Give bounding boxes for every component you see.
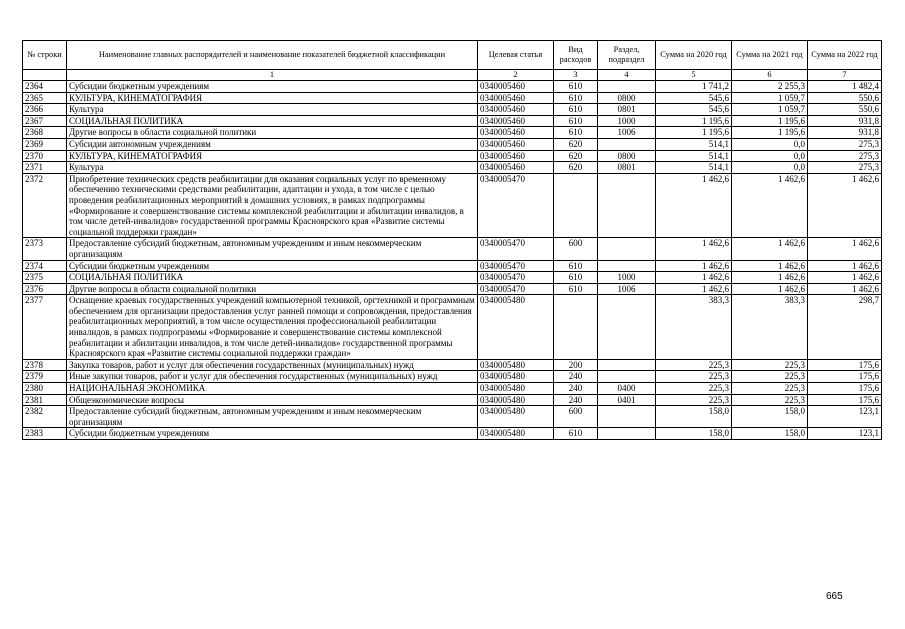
cell-expense-type: 610	[554, 81, 598, 93]
cell-row-no: 2371	[23, 162, 67, 174]
cell-target: 0340005480	[478, 359, 554, 371]
cell-sum-2022: 1 462,6	[808, 283, 882, 295]
cell-target: 0340005460	[478, 104, 554, 116]
table-row	[23, 238, 882, 260]
cell-expense-type: 610	[554, 115, 598, 127]
cell-name: Субсидии бюджетным учреждениям	[67, 428, 478, 440]
cell-sum-2022: 175,6	[808, 383, 882, 395]
cell-expense-type: 610	[554, 283, 598, 295]
cell-sum-2020: 514,1	[656, 138, 732, 150]
cell-sum-2020: 1 462,6	[656, 272, 732, 284]
cell-sum-2021: 1 462,6	[732, 173, 808, 238]
cell-row-no: 2365	[23, 92, 67, 104]
cell-row-no: 2374	[23, 260, 67, 272]
cell-name: Субсидии бюджетным учреждениям	[67, 81, 478, 93]
table-row	[23, 295, 882, 360]
cell-section	[598, 428, 656, 440]
cell-row-no: 2366	[23, 104, 67, 116]
cell-expense-type: 620	[554, 138, 598, 150]
cell-sum-2021: 1 462,6	[732, 238, 808, 260]
page-number: 665	[826, 591, 843, 602]
column-number-row	[23, 70, 882, 81]
cell-target: 0340005460	[478, 81, 554, 93]
cell-sum-2021: 0,0	[732, 150, 808, 162]
cell-expense-type: 610	[554, 104, 598, 116]
cell-sum-2021: 225,3	[732, 371, 808, 383]
cell-sum-2022: 175,6	[808, 359, 882, 371]
cell-row-no: 2370	[23, 150, 67, 162]
cell-name: Предоставление субсидий бюджетным, автономным учреждениям и иным некоммерческим организациям	[67, 406, 478, 428]
table-row	[23, 272, 882, 284]
cell-sum-2022: 275,3	[808, 150, 882, 162]
table-row	[23, 283, 882, 295]
table-row	[23, 115, 882, 127]
cell-sum-2020: 545,6	[656, 92, 732, 104]
cell-sum-2020: 225,3	[656, 383, 732, 395]
table-row	[23, 428, 882, 440]
cell-sum-2020: 514,1	[656, 150, 732, 162]
table-row	[23, 260, 882, 272]
cell-name: Иные закупки товаров, работ и услуг для обеспечения государственных (муниципальных) нужд	[67, 371, 478, 383]
header-sum-2022: Сумма на 2022 год	[808, 41, 882, 70]
cell-name: СОЦИАЛЬНАЯ ПОЛИТИКА	[67, 272, 478, 284]
cell-section	[598, 295, 656, 360]
cell-name: Другие вопросы в области социальной политики	[67, 127, 478, 139]
cell-expense-type: 620	[554, 150, 598, 162]
cell-row-no: 2369	[23, 138, 67, 150]
colnum-sum-2020: 5	[656, 70, 732, 81]
cell-target: 0340005470	[478, 173, 554, 238]
cell-section: 1000	[598, 272, 656, 284]
cell-sum-2021: 1 462,6	[732, 283, 808, 295]
cell-section	[598, 359, 656, 371]
cell-sum-2020: 1 462,6	[656, 173, 732, 238]
cell-target: 0340005480	[478, 428, 554, 440]
header-row	[23, 41, 882, 70]
cell-sum-2020: 1 462,6	[656, 238, 732, 260]
header-sum-2021: Сумма на 2021 год	[732, 41, 808, 70]
cell-expense-type: 610	[554, 127, 598, 139]
colnum-name: 1	[67, 70, 478, 81]
cell-row-no: 2368	[23, 127, 67, 139]
cell-target: 0340005460	[478, 150, 554, 162]
cell-target: 0340005470	[478, 272, 554, 284]
colnum-section: 4	[598, 70, 656, 81]
cell-name: СОЦИАЛЬНАЯ ПОЛИТИКА	[67, 115, 478, 127]
cell-row-no: 2380	[23, 383, 67, 395]
cell-sum-2022: 298,7	[808, 295, 882, 360]
cell-expense-type: 200	[554, 359, 598, 371]
cell-name: Другие вопросы в области социальной политики	[67, 283, 478, 295]
cell-target: 0340005470	[478, 283, 554, 295]
cell-sum-2022: 275,3	[808, 162, 882, 174]
cell-sum-2021: 2 255,3	[732, 81, 808, 93]
cell-target: 0340005460	[478, 115, 554, 127]
cell-sum-2020: 1 741,2	[656, 81, 732, 93]
cell-target: 0340005480	[478, 371, 554, 383]
cell-sum-2021: 158,0	[732, 428, 808, 440]
header-target: Целевая статья	[478, 41, 554, 70]
cell-sum-2022: 123,1	[808, 428, 882, 440]
cell-target: 0340005460	[478, 138, 554, 150]
cell-sum-2022: 1 462,6	[808, 238, 882, 260]
cell-expense-type: 600	[554, 406, 598, 428]
cell-sum-2020: 1 462,6	[656, 283, 732, 295]
table-row	[23, 92, 882, 104]
cell-sum-2021: 383,3	[732, 295, 808, 360]
cell-sum-2022: 931,8	[808, 115, 882, 127]
cell-sum-2021: 1 059,7	[732, 92, 808, 104]
cell-sum-2020: 545,6	[656, 104, 732, 116]
colnum-row-no	[23, 70, 67, 81]
cell-row-no: 2367	[23, 115, 67, 127]
cell-expense-type	[554, 173, 598, 238]
budget-table	[22, 40, 882, 440]
header-expense-type: Вид расходов	[554, 41, 598, 70]
cell-target: 0340005480	[478, 406, 554, 428]
cell-sum-2022: 550,6	[808, 104, 882, 116]
cell-expense-type: 600	[554, 238, 598, 260]
table-row	[23, 394, 882, 406]
cell-expense-type: 240	[554, 371, 598, 383]
cell-sum-2021: 225,3	[732, 383, 808, 395]
header-sum-2020: Сумма на 2020 год	[656, 41, 732, 70]
cell-target: 0340005480	[478, 394, 554, 406]
cell-expense-type: 610	[554, 428, 598, 440]
cell-name: Оснащение краевых государственных учреждений компьютерной техникой, оргтехникой и программным обеспечением для организации предоставления услуг ранней помощи и сопровождения, предоставления реабилитационных мероприятий, в том числе осуществления профессиональной реабилитации инвалидов, в рамках подпрограммы «Формирование и совершенствование системы комплексной реабилитации и абилитации инвалидов, в том числе детей-инвалидов» государственной программы Красноярского края «Развитие системы социальной поддержки граждан»	[67, 295, 478, 360]
cell-section	[598, 260, 656, 272]
header-row-no: № строки	[23, 41, 67, 70]
cell-sum-2022: 275,3	[808, 138, 882, 150]
cell-section: 0800	[598, 92, 656, 104]
cell-sum-2021: 1 462,6	[732, 260, 808, 272]
cell-expense-type: 240	[554, 383, 598, 395]
cell-name: КУЛЬТУРА, КИНЕМАТОГРАФИЯ	[67, 150, 478, 162]
cell-section: 1006	[598, 127, 656, 139]
table-row	[23, 406, 882, 428]
cell-row-no: 2373	[23, 238, 67, 260]
cell-row-no: 2378	[23, 359, 67, 371]
cell-sum-2022: 123,1	[808, 406, 882, 428]
cell-target: 0340005480	[478, 383, 554, 395]
cell-name: Приобретение технических средств реабилитации для оказания социальных услуг по временному обеспечению техническими средствами реабилитации, адаптации и ухода, в том числе с целью проведения реабилитационных мероприятий в домашних условиях, в рамках подпрограммы «Формирование и совершенствование системы комплексной реабилитации и абилитации инвалидов, в том числе детей-инвалидов» государственной программы Красноярского края «Развитие системы социальной поддержки граждан»	[67, 173, 478, 238]
cell-sum-2021: 0,0	[732, 138, 808, 150]
cell-name: Культура	[67, 104, 478, 116]
cell-target: 0340005470	[478, 260, 554, 272]
cell-target: 0340005460	[478, 162, 554, 174]
cell-name: Закупка товаров, работ и услуг для обеспечения государственных (муниципальных) нужд	[67, 359, 478, 371]
table-body	[23, 81, 882, 440]
cell-sum-2020: 225,3	[656, 359, 732, 371]
cell-sum-2020: 1 195,6	[656, 127, 732, 139]
cell-row-no: 2382	[23, 406, 67, 428]
table-row	[23, 127, 882, 139]
header-section: Раздел, подраздел	[598, 41, 656, 70]
colnum-sum-2021: 6	[732, 70, 808, 81]
cell-section	[598, 238, 656, 260]
cell-sum-2020: 1 462,6	[656, 260, 732, 272]
cell-sum-2021: 225,3	[732, 359, 808, 371]
cell-section: 1000	[598, 115, 656, 127]
cell-row-no: 2364	[23, 81, 67, 93]
cell-section	[598, 81, 656, 93]
header-name: Наименование главных распорядителей и наименование показателей бюджетной классификации	[67, 41, 478, 70]
cell-sum-2022: 175,6	[808, 371, 882, 383]
cell-sum-2020: 1 195,6	[656, 115, 732, 127]
cell-name: Субсидии автономным учреждениям	[67, 138, 478, 150]
cell-section	[598, 406, 656, 428]
cell-expense-type: 610	[554, 260, 598, 272]
cell-name: Общеэкономические вопросы	[67, 394, 478, 406]
cell-sum-2021: 1 195,6	[732, 127, 808, 139]
table-row	[23, 371, 882, 383]
table-row	[23, 359, 882, 371]
cell-expense-type: 610	[554, 272, 598, 284]
table-row	[23, 138, 882, 150]
cell-sum-2020: 158,0	[656, 428, 732, 440]
cell-sum-2020: 225,3	[656, 371, 732, 383]
cell-expense-type: 610	[554, 92, 598, 104]
cell-sum-2021: 1 059,7	[732, 104, 808, 116]
cell-sum-2021: 158,0	[732, 406, 808, 428]
cell-section: 0401	[598, 394, 656, 406]
cell-row-no: 2376	[23, 283, 67, 295]
colnum-expense-type: 3	[554, 70, 598, 81]
cell-section: 0801	[598, 162, 656, 174]
cell-sum-2021: 1 462,6	[732, 272, 808, 284]
cell-section: 0801	[598, 104, 656, 116]
cell-sum-2020: 225,3	[656, 394, 732, 406]
cell-row-no: 2372	[23, 173, 67, 238]
table-row	[23, 81, 882, 93]
cell-sum-2022: 1 462,6	[808, 173, 882, 238]
cell-name: Культура	[67, 162, 478, 174]
cell-name: Предоставление субсидий бюджетным, автономным учреждениям и иным некоммерческим организациям	[67, 238, 478, 260]
cell-row-no: 2375	[23, 272, 67, 284]
cell-expense-type	[554, 295, 598, 360]
cell-row-no: 2381	[23, 394, 67, 406]
table-row	[23, 150, 882, 162]
cell-sum-2020: 158,0	[656, 406, 732, 428]
cell-sum-2021: 0,0	[732, 162, 808, 174]
cell-sum-2021: 225,3	[732, 394, 808, 406]
cell-name: КУЛЬТУРА, КИНЕМАТОГРАФИЯ	[67, 92, 478, 104]
table-row	[23, 104, 882, 116]
cell-section: 0800	[598, 150, 656, 162]
cell-target: 0340005480	[478, 295, 554, 360]
cell-sum-2022: 931,8	[808, 127, 882, 139]
cell-expense-type: 240	[554, 394, 598, 406]
cell-target: 0340005460	[478, 127, 554, 139]
cell-row-no: 2379	[23, 371, 67, 383]
cell-sum-2022: 1 482,4	[808, 81, 882, 93]
cell-row-no: 2377	[23, 295, 67, 360]
cell-section	[598, 371, 656, 383]
cell-sum-2020: 514,1	[656, 162, 732, 174]
cell-section: 1006	[598, 283, 656, 295]
cell-name: НАЦИОНАЛЬНАЯ ЭКОНОМИКА	[67, 383, 478, 395]
cell-name: Субсидии бюджетным учреждениям	[67, 260, 478, 272]
cell-expense-type: 620	[554, 162, 598, 174]
cell-sum-2022: 1 462,6	[808, 272, 882, 284]
cell-section	[598, 173, 656, 238]
table-row	[23, 383, 882, 395]
colnum-target: 2	[478, 70, 554, 81]
cell-target: 0340005470	[478, 238, 554, 260]
colnum-sum-2022: 7	[808, 70, 882, 81]
cell-section: 0400	[598, 383, 656, 395]
cell-target: 0340005460	[478, 92, 554, 104]
table-row	[23, 162, 882, 174]
cell-sum-2022: 550,6	[808, 92, 882, 104]
cell-sum-2020: 383,3	[656, 295, 732, 360]
cell-sum-2022: 175,6	[808, 394, 882, 406]
cell-sum-2022: 1 462,6	[808, 260, 882, 272]
table-row	[23, 173, 882, 238]
cell-sum-2021: 1 195,6	[732, 115, 808, 127]
cell-section	[598, 138, 656, 150]
cell-row-no: 2383	[23, 428, 67, 440]
